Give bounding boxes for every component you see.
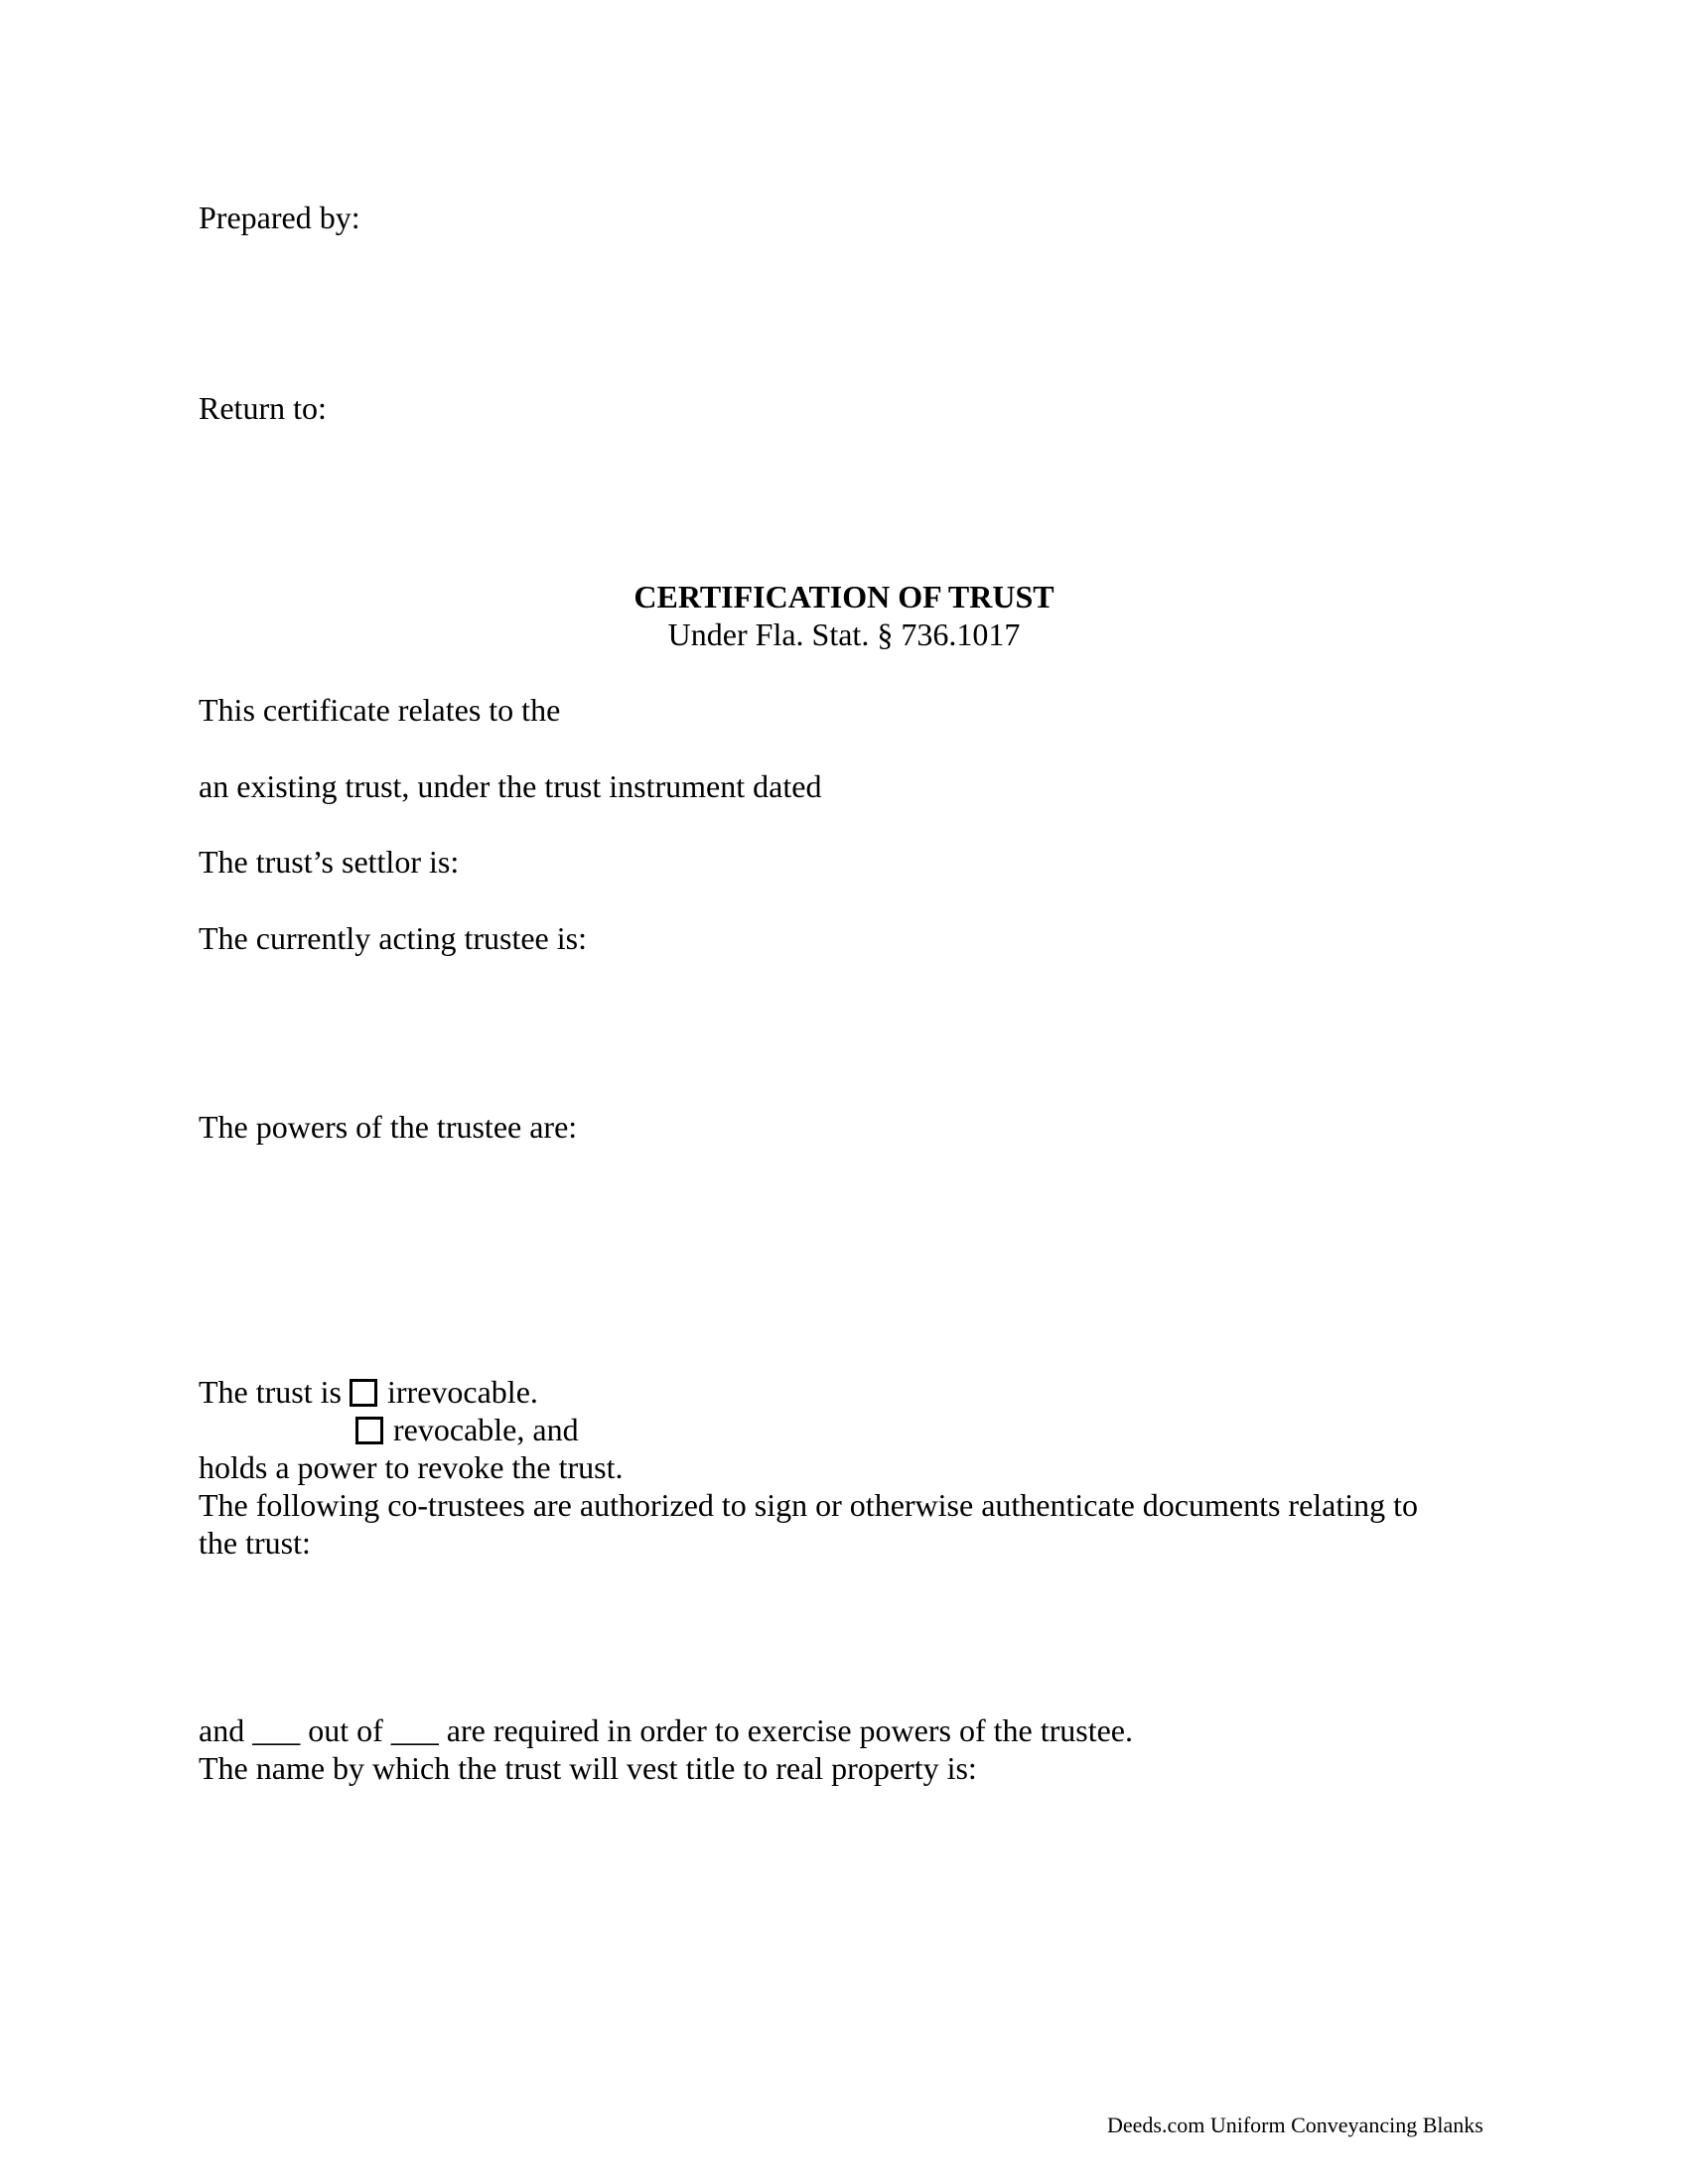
footer-text: Deeds.com Uniform Conveyancing Blanks bbox=[1107, 2113, 1483, 2137]
trustee-powers-line: The powers of the trustee are: bbox=[199, 1109, 578, 1145]
acting-trustee-line: The currently acting trustee is: bbox=[199, 920, 587, 956]
cotrustees-line-2: the trust: bbox=[199, 1525, 311, 1561]
holds-power-line: holds a power to revoke the trust. bbox=[199, 1449, 624, 1485]
irrevocable-label: irrevocable. bbox=[386, 1374, 538, 1410]
required-count-line: and ___ out of ___ are required in order to exercise powers of the trustee. bbox=[199, 1712, 1133, 1748]
revocable-label: revocable, and bbox=[393, 1412, 579, 1447]
document-subtitle: Under Fla. Stat. § 736.1017 bbox=[667, 616, 1021, 652]
settlor-line: The trust’s settlor is: bbox=[199, 844, 460, 880]
document-title: CERTIFICATION OF TRUST bbox=[633, 579, 1055, 614]
existing-trust-line: an existing trust, under the trust instrument dated bbox=[199, 768, 822, 804]
trust-status-row bbox=[199, 1373, 538, 1411]
return-to-label: Return to: bbox=[199, 390, 327, 426]
revocable-row bbox=[355, 1411, 579, 1448]
relates-to-line: This certificate relates to the bbox=[199, 692, 561, 728]
irrevocable-checkbox[interactable] bbox=[350, 1379, 377, 1407]
vest-title-line: The name by which the trust will vest title to real property is: bbox=[199, 1750, 977, 1786]
trust-is-label: The trust is bbox=[199, 1374, 342, 1410]
revocable-checkbox[interactable] bbox=[355, 1417, 383, 1444]
prepared-by-label: Prepared by: bbox=[199, 200, 360, 235]
cotrustees-line-1: The following co-trustees are authorized to sign or otherwise authenticate documents relating to bbox=[199, 1487, 1419, 1523]
